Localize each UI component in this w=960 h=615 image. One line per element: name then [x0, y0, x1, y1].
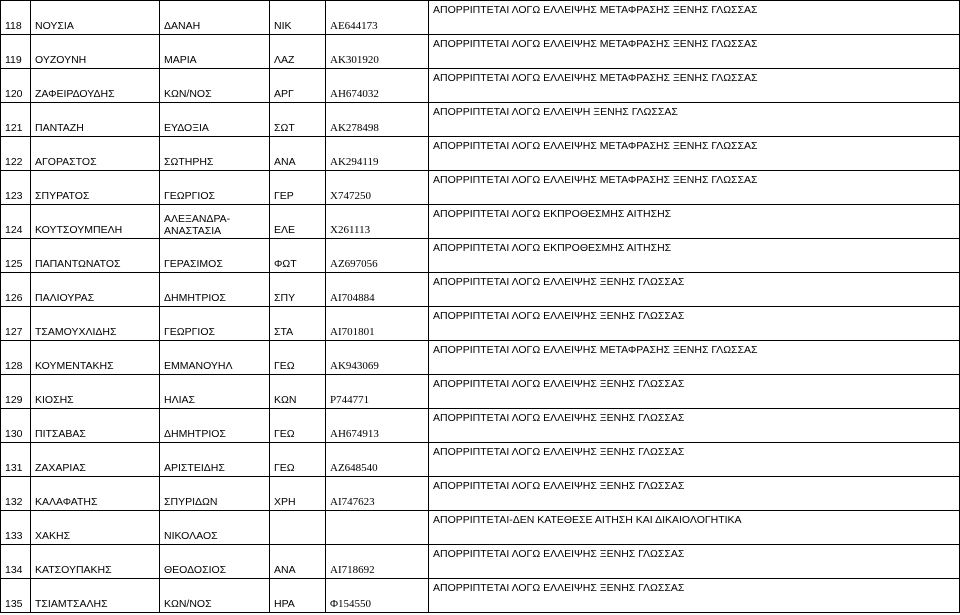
- id-number-cell-text: ΑΚ943069: [330, 360, 379, 372]
- surname-cell: [31, 171, 160, 205]
- table-row: [1, 477, 960, 511]
- first-name-cell-text: ΓΕΩΡΓΙΟΣ: [164, 326, 215, 338]
- surname-cell: [31, 375, 160, 409]
- row-number: [1, 375, 31, 409]
- first-name-cell-text: ΓΕΡΑΣΙΜΟΣ: [164, 258, 223, 270]
- id-number-cell: [326, 35, 429, 69]
- surname-cell: [31, 511, 160, 545]
- decision-cell: [429, 205, 960, 239]
- row-number-text: 130: [5, 428, 23, 440]
- parent-code-cell-text: ΣΩΤ: [274, 122, 295, 134]
- row-number: [1, 545, 31, 579]
- id-number-cell: [326, 273, 429, 307]
- id-number-cell: [326, 341, 429, 375]
- row-number-text: 118: [5, 20, 22, 32]
- first-name-cell-text: ΕΥΔΟΞΙΑ: [164, 122, 209, 134]
- decision-cell-text: ΑΠΟΡΡΙΠΤΕΤΑΙ ΛΟΓΩ ΕΛΛΕΙΨΗΣ ΜΕΤΑΦΡΑΣΗΣ ΞΕΝΗΣ ΓΛΩΣΣΑΣ: [433, 174, 758, 186]
- parent-code-cell-text: ΓΕΡ: [274, 190, 294, 202]
- surname-cell: [31, 69, 160, 103]
- decision-cell: [429, 375, 960, 409]
- first-name-cell-text: ΔΗΜΗΤΡΙΟΣ: [164, 292, 226, 304]
- id-number-cell-text: ΑΙ704884: [330, 292, 375, 304]
- decision-cell: [429, 341, 960, 375]
- id-number-cell-text: ΑΚ301920: [330, 54, 379, 66]
- parent-code-cell-text: ΚΩΝ: [274, 394, 297, 406]
- surname-cell-text: ΚΟΥΤΣΟΥΜΠΕΛΗ: [35, 224, 123, 236]
- row-number-text: 121: [5, 122, 23, 134]
- surname-cell-text: ΠΑΛΙΟΥΡΑΣ: [35, 292, 95, 304]
- decision-cell: [429, 1, 960, 35]
- surname-cell-text: ΠΙΤΣΑΒΑΣ: [35, 428, 86, 440]
- parent-code-cell: [270, 171, 326, 205]
- parent-code-cell: [270, 579, 326, 613]
- decision-cell-text: ΑΠΟΡΡΙΠΤΕΤΑΙ ΛΟΓΩ ΕΛΛΕΙΨΗΣ ΜΕΤΑΦΡΑΣΗΣ ΞΕΝΗΣ ΓΛΩΣΣΑΣ: [433, 140, 758, 152]
- id-number-cell-text: Ρ744771: [330, 394, 370, 406]
- surname-cell-text: ΚΑΤΣΟΥΠΑΚΗΣ: [35, 564, 112, 576]
- decision-cell: [429, 307, 960, 341]
- row-number: [1, 1, 31, 35]
- row-number-text: 133: [5, 530, 23, 542]
- table-row: [1, 137, 960, 171]
- surname-cell: [31, 35, 160, 69]
- surname-cell: [31, 477, 160, 511]
- id-number-cell-text: ΑΗ674032: [330, 88, 379, 100]
- surname-cell: [31, 103, 160, 137]
- parent-code-cell: [270, 409, 326, 443]
- row-number-text: 129: [5, 394, 23, 406]
- parent-code-cell-text: ΑΝΑ: [274, 156, 296, 168]
- parent-code-cell: [270, 375, 326, 409]
- decision-cell-text: ΑΠΟΡΡΙΠΤΕΤΑΙ ΛΟΓΩ ΕΚΠΡΟΘΕΣΜΗΣ ΑΙΤΗΣΗΣ: [433, 242, 672, 254]
- first-name-cell: [160, 579, 270, 613]
- row-number-text: 126: [5, 292, 23, 304]
- table-row: [1, 341, 960, 375]
- row-number: [1, 239, 31, 273]
- decision-cell: [429, 443, 960, 477]
- surname-cell: [31, 579, 160, 613]
- decision-cell: [429, 579, 960, 613]
- id-number-cell: [326, 69, 429, 103]
- first-name-cell: [160, 239, 270, 273]
- row-number: [1, 69, 31, 103]
- surname-cell: [31, 205, 160, 239]
- row-number: [1, 35, 31, 69]
- table-row: [1, 239, 960, 273]
- parent-code-cell-text: ΕΛΕ: [274, 224, 296, 236]
- first-name-cell: [160, 103, 270, 137]
- surname-cell: [31, 443, 160, 477]
- id-number-cell-text: ΑΙ718692: [330, 564, 375, 576]
- parent-code-cell-text: ΣΠΥ: [274, 292, 296, 304]
- surname-cell-text: ΑΓΟΡΑΣΤΟΣ: [35, 156, 97, 168]
- table-row: [1, 171, 960, 205]
- row-number: [1, 103, 31, 137]
- row-number-text: 125: [5, 258, 23, 270]
- table-row: [1, 1, 960, 35]
- row-number: [1, 171, 31, 205]
- first-name-cell: [160, 341, 270, 375]
- first-name-cell: [160, 545, 270, 579]
- row-number-text: 120: [5, 88, 23, 100]
- decision-cell: [429, 137, 960, 171]
- id-number-cell-text: ΑΚ278498: [330, 122, 379, 134]
- first-name-cell: [160, 205, 270, 239]
- id-number-cell: [326, 137, 429, 171]
- parent-code-cell: [270, 273, 326, 307]
- id-number-cell-text: ΑΙ747623: [330, 496, 375, 508]
- first-name-cell-text: ΑΡΙΣΤΕΙΔΗΣ: [164, 462, 225, 474]
- id-number-cell: [326, 477, 429, 511]
- table-row: [1, 35, 960, 69]
- row-number-text: 123: [5, 190, 23, 202]
- surname-cell-text: ΖΑΦΕΙΡΔΟΥΔΗΣ: [35, 88, 115, 100]
- decision-cell: [429, 545, 960, 579]
- first-name-cell: [160, 443, 270, 477]
- id-number-cell-text: ΑΖ697056: [330, 258, 378, 270]
- first-name-cell: [160, 35, 270, 69]
- id-number-cell-text: Χ747250: [330, 190, 371, 202]
- decision-cell-text: ΑΠΟΡΡΙΠΤΕΤΑΙ ΛΟΓΩ ΕΛΛΕΙΨΗΣ ΞΕΝΗΣ ΓΛΩΣΣΑΣ: [433, 412, 685, 424]
- id-number-cell: [326, 307, 429, 341]
- decision-cell-text: ΑΠΟΡΡΙΠΤΕΤΑΙ ΛΟΓΩ ΕΛΛΕΙΨΗΣ ΞΕΝΗΣ ΓΛΩΣΣΑΣ: [433, 480, 685, 492]
- id-number-cell: [326, 205, 429, 239]
- row-number: [1, 477, 31, 511]
- decision-cell: [429, 273, 960, 307]
- parent-code-cell-text: ΦΩΤ: [274, 258, 297, 270]
- first-name-cell-text: ΔΑΝΑΗ: [164, 20, 201, 32]
- first-name-cell: [160, 307, 270, 341]
- parent-code-cell: [270, 35, 326, 69]
- row-number-text: 124: [5, 224, 23, 236]
- first-name-cell-text: ΚΩΝ/ΝΟΣ: [164, 598, 212, 610]
- decision-cell: [429, 171, 960, 205]
- row-number: [1, 443, 31, 477]
- surname-cell: [31, 341, 160, 375]
- first-name-cell: [160, 375, 270, 409]
- first-name-cell: [160, 69, 270, 103]
- table-body: [1, 1, 960, 613]
- first-name-cell-text: ΓΕΩΡΓΙΟΣ: [164, 190, 215, 202]
- id-number-cell: [326, 579, 429, 613]
- first-name-cell: [160, 477, 270, 511]
- parent-code-cell: [270, 443, 326, 477]
- surname-cell-text: ΤΣΙΑΜΤΣΑΛΗΣ: [35, 598, 108, 610]
- decision-cell-text: ΑΠΟΡΡΙΠΤΕΤΑΙ ΛΟΓΩ ΕΛΛΕΙΨΗΣ ΜΕΤΑΦΡΑΣΗΣ ΞΕΝΗΣ ΓΛΩΣΣΑΣ: [433, 72, 758, 84]
- decision-cell: [429, 477, 960, 511]
- row-number: [1, 205, 31, 239]
- decision-cell-text: ΑΠΟΡΡΙΠΤΕΤΑΙ ΛΟΓΩ ΕΛΛΕΙΨΗΣ ΞΕΝΗΣ ΓΛΩΣΣΑΣ: [433, 446, 685, 458]
- row-number: [1, 273, 31, 307]
- id-number-cell: [326, 375, 429, 409]
- id-number-cell: [326, 239, 429, 273]
- first-name-cell: [160, 273, 270, 307]
- parent-code-cell-text: ΓΕΩ: [274, 360, 295, 372]
- row-number-text: 134: [5, 564, 23, 576]
- id-number-cell: [326, 1, 429, 35]
- parent-code-cell: [270, 205, 326, 239]
- id-number-cell: [326, 171, 429, 205]
- parent-code-cell: [270, 239, 326, 273]
- surname-cell-text: ΠΑΝΤΑΖΗ: [35, 122, 84, 134]
- parent-code-cell-text: ΓΕΩ: [274, 462, 295, 474]
- surname-cell: [31, 409, 160, 443]
- surname-cell: [31, 273, 160, 307]
- row-number-text: 127: [5, 326, 23, 338]
- table-row: [1, 545, 960, 579]
- row-number: [1, 341, 31, 375]
- id-number-cell: [326, 103, 429, 137]
- parent-code-cell-text: ΧΡΗ: [274, 496, 296, 508]
- row-number-text: 131: [5, 462, 23, 474]
- decision-cell-text: ΑΠΟΡΡΙΠΤΕΤΑΙ ΛΟΓΩ ΕΛΛΕΙΨΗΣ ΞΕΝΗΣ ΓΛΩΣΣΑΣ: [433, 310, 685, 322]
- first-name-cell: [160, 511, 270, 545]
- parent-code-cell: [270, 137, 326, 171]
- first-name-cell-text: ΕΜΜΑΝΟΥΗΛ: [164, 360, 233, 372]
- row-number-text: 128: [5, 360, 23, 372]
- parent-code-cell-text: ΝΙΚ: [274, 20, 292, 32]
- parent-code-cell-text: ΗΡΑ: [274, 598, 295, 610]
- surname-cell-text: ΖΑΧΑΡΙΑΣ: [35, 462, 86, 474]
- surname-cell: [31, 307, 160, 341]
- surname-cell: [31, 239, 160, 273]
- decision-cell-text: ΑΠΟΡΡΙΠΤΕΤΑΙ ΛΟΓΩ ΕΛΛΕΙΨΗΣ ΞΕΝΗΣ ΓΛΩΣΣΑΣ: [433, 276, 685, 288]
- row-number-text: 119: [5, 54, 22, 66]
- table-row: [1, 205, 960, 239]
- table-row: [1, 375, 960, 409]
- id-number-cell-text: ΑΖ648540: [330, 462, 378, 474]
- first-name-cell: [160, 409, 270, 443]
- first-name-cell-text: ΣΠΥΡΙΔΩΝ: [164, 496, 218, 508]
- decision-cell-text: ΑΠΟΡΡΙΠΤΕΤΑΙ ΛΟΓΩ ΕΛΛΕΙΨΗ ΞΕΝΗΣ ΓΛΩΣΣΑΣ: [433, 106, 678, 118]
- first-name-cell-text: ΚΩΝ/ΝΟΣ: [164, 88, 212, 100]
- decision-cell-text: ΑΠΟΡΡΙΠΤΕΤΑΙ ΛΟΓΩ ΕΛΛΕΙΨΗΣ ΞΕΝΗΣ ΓΛΩΣΣΑΣ: [433, 582, 685, 594]
- decision-cell: [429, 511, 960, 545]
- table-row: [1, 579, 960, 613]
- decision-cell-text: ΑΠΟΡΡΙΠΤΕΤΑΙ ΛΟΓΩ ΕΛΛΕΙΨΗΣ ΞΕΝΗΣ ΓΛΩΣΣΑΣ: [433, 548, 685, 560]
- surname-cell-text: ΚΟΥΜΕΝΤΑΚΗΣ: [35, 360, 114, 372]
- row-number: [1, 137, 31, 171]
- surname-cell-text: ΚΑΛΑΦΑΤΗΣ: [35, 496, 98, 508]
- first-name-cell: [160, 171, 270, 205]
- decision-cell: [429, 69, 960, 103]
- surname-cell-text: ΝΟΥΣΙΑ: [35, 20, 74, 32]
- row-number: [1, 579, 31, 613]
- id-number-cell-text: ΑΕ644173: [330, 20, 378, 32]
- first-name-cell-text: ΘΕΟΔΟΣΙΟΣ: [164, 564, 227, 576]
- row-number-text: 122: [5, 156, 23, 168]
- parent-code-cell: [270, 1, 326, 35]
- id-number-cell-text: Χ261113: [330, 224, 371, 236]
- decision-cell: [429, 239, 960, 273]
- parent-code-cell-text: ΣΤΑ: [274, 326, 294, 338]
- surname-cell-text: ΚΙΟΣΗΣ: [35, 394, 74, 406]
- row-number: [1, 307, 31, 341]
- surname-cell: [31, 1, 160, 35]
- surname-cell: [31, 137, 160, 171]
- decision-cell-text: ΑΠΟΡΡΙΠΤΕΤΑΙ-ΔΕΝ ΚΑΤΕΘΕΣΕ ΑΙΤΗΣΗ ΚΑΙ ΔΙΚΑΙΟΛΟΓΗΤΙΚΑ: [433, 514, 742, 526]
- parent-code-cell: [270, 103, 326, 137]
- id-number-cell: [326, 409, 429, 443]
- decision-cell-text: ΑΠΟΡΡΙΠΤΕΤΑΙ ΛΟΓΩ ΕΛΛΕΙΨΗΣ ΞΕΝΗΣ ΓΛΩΣΣΑΣ: [433, 378, 685, 390]
- id-number-cell-text: ΑΗ674913: [330, 428, 379, 440]
- first-name-cell: [160, 137, 270, 171]
- first-name-cell-text: ΜΑΡΙΑ: [164, 54, 197, 66]
- decision-cell: [429, 35, 960, 69]
- id-number-cell-text: ΑΙ701801: [330, 326, 375, 338]
- first-name-cell: [160, 1, 270, 35]
- id-number-cell: [326, 545, 429, 579]
- parent-code-cell: [270, 307, 326, 341]
- decision-cell: [429, 103, 960, 137]
- decision-cell-text: ΑΠΟΡΡΙΠΤΕΤΑΙ ΛΟΓΩ ΕΛΛΕΙΨΗΣ ΜΕΤΑΦΡΑΣΗΣ ΞΕΝΗΣ ΓΛΩΣΣΑΣ: [433, 344, 758, 356]
- id-number-cell-text: ΑΚ294119: [330, 156, 379, 168]
- surname-cell-text: ΟΥΖΟΥΝΗ: [35, 54, 87, 66]
- table-row: [1, 69, 960, 103]
- first-name-cell-text: ΝΙΚΟΛΑΟΣ: [164, 530, 218, 542]
- surname-cell-text: ΤΣΑΜΟΥΧΛΙΔΗΣ: [35, 326, 117, 338]
- surname-cell-text: ΠΑΠΑΝΤΩΝΑΤΟΣ: [35, 258, 121, 270]
- id-number-cell: [326, 511, 429, 545]
- table-row: [1, 443, 960, 477]
- parent-code-cell-text: ΓΕΩ: [274, 428, 295, 440]
- table-row: [1, 273, 960, 307]
- table-row: [1, 511, 960, 545]
- decision-cell-text: ΑΠΟΡΡΙΠΤΕΤΑΙ ΛΟΓΩ ΕΚΠΡΟΘΕΣΜΗΣ ΑΙΤΗΣΗΣ: [433, 208, 672, 220]
- row-number-text: 132: [5, 496, 23, 508]
- first-name-cell-text: ΑΛΕΞΑΝΔΡΑ-ΑΝΑΣΤΑΣΙΑ: [164, 213, 231, 237]
- decision-cell: [429, 409, 960, 443]
- surname-cell-text: ΧΑΚΗΣ: [35, 530, 71, 542]
- parent-code-cell: [270, 69, 326, 103]
- row-number: [1, 511, 31, 545]
- table-row: [1, 103, 960, 137]
- first-name-cell-text: ΗΛΙΑΣ: [164, 394, 196, 406]
- parent-code-cell-text: ΑΡΓ: [274, 88, 294, 100]
- parent-code-cell-text: ΑΝΑ: [274, 564, 296, 576]
- surname-cell-text: ΣΠΥΡΑΤΟΣ: [35, 190, 90, 202]
- parent-code-cell: [270, 341, 326, 375]
- table-row: [1, 409, 960, 443]
- parent-code-cell-text: ΛΑΖ: [274, 54, 295, 66]
- decision-cell-text: ΑΠΟΡΡΙΠΤΕΤΑΙ ΛΟΓΩ ΕΛΛΕΙΨΗΣ ΜΕΤΑΦΡΑΣΗΣ ΞΕΝΗΣ ΓΛΩΣΣΑΣ: [433, 4, 758, 16]
- decision-cell-text: ΑΠΟΡΡΙΠΤΕΤΑΙ ΛΟΓΩ ΕΛΛΕΙΨΗΣ ΜΕΤΑΦΡΑΣΗΣ ΞΕΝΗΣ ΓΛΩΣΣΑΣ: [433, 38, 758, 50]
- first-name-cell-text: ΣΩΤΗΡΗΣ: [164, 156, 214, 168]
- id-number-cell-text: Φ154550: [330, 598, 372, 610]
- parent-code-cell: [270, 511, 326, 545]
- row-number: [1, 409, 31, 443]
- first-name-cell-text: ΔΗΜΗΤΡΙΟΣ: [164, 428, 226, 440]
- parent-code-cell: [270, 477, 326, 511]
- table-row: [1, 307, 960, 341]
- parent-code-cell: [270, 545, 326, 579]
- id-number-cell: [326, 443, 429, 477]
- surname-cell: [31, 545, 160, 579]
- row-number-text: 135: [5, 598, 23, 610]
